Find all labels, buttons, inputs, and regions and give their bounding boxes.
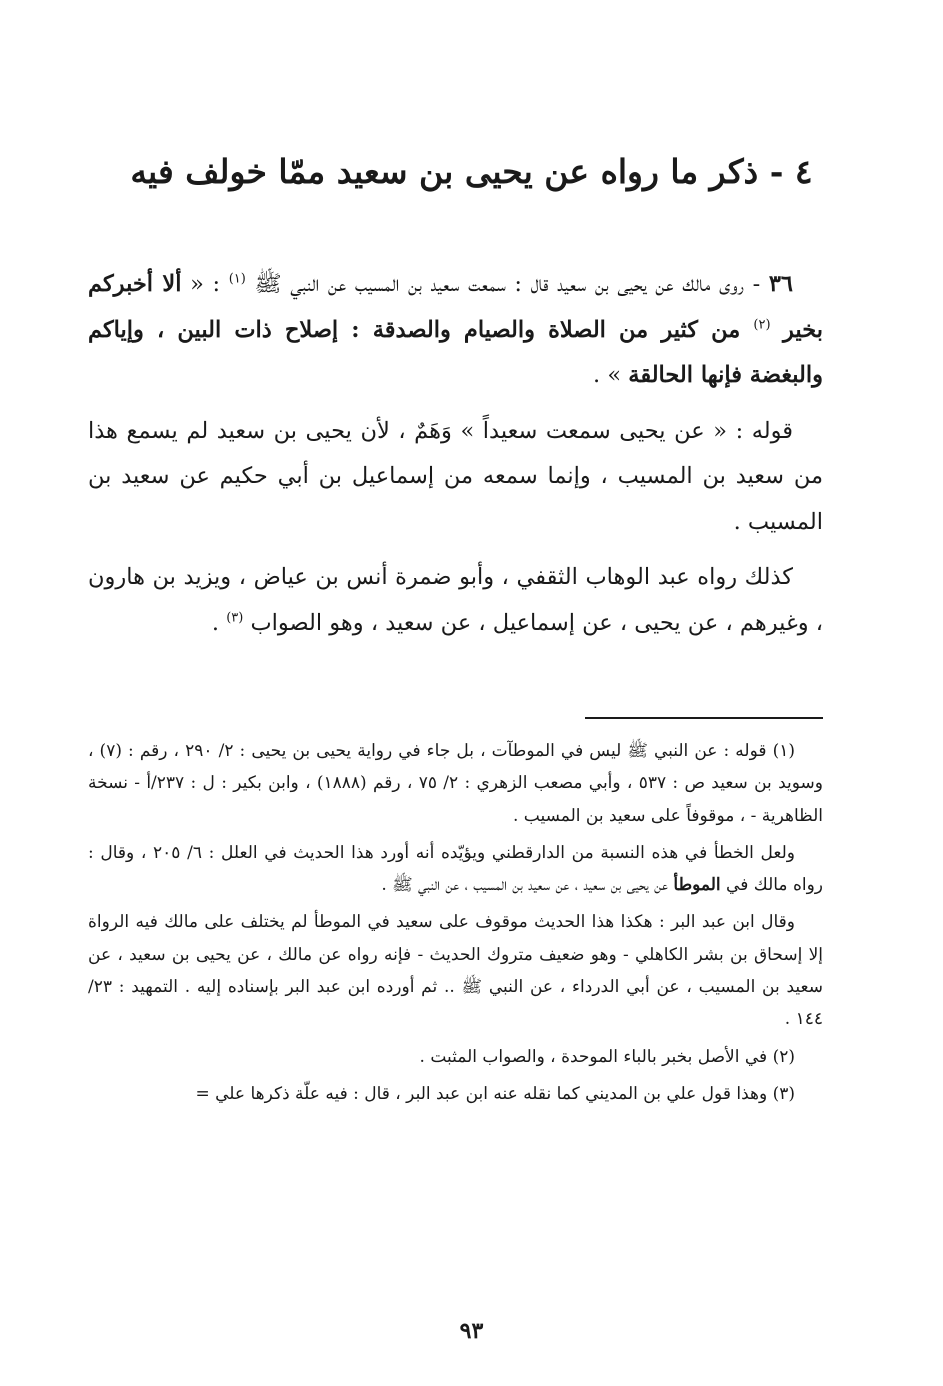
footnote-text: عن يحيى بن سعيد ، عن سعيد بن المسيب ، عن النبي ﷺ . <box>381 875 674 896</box>
page-number: ٩٣ <box>459 1318 484 1344</box>
hadith-number: ٣٦ <box>768 271 793 297</box>
quote-close: » . <box>593 362 629 388</box>
footnote-3: (٣) وهذا قول علي بن المديني كما نقله عنه ابن عبد البر ، قال : فيه علّة ذكرها علي = <box>195 1083 795 1104</box>
commentary-paragraph-1: قوله : « عن يحيى سمعت سعيداً » وَهَمٌ ، لأن يحيى بن سعيد لم يسمع هذا من سعيد بن المسيب ، وإنما سمعه من إسماعيل بن أبي حكيم عن سعيد بن المسيب . <box>88 417 823 535</box>
quote-open: : « <box>181 271 229 297</box>
footnote-1: (١) قوله : عن النبي ﷺ ليس في الموطآت ، بل جاء في رواية يحيى بن يحيى : ٢/ ٢٩٠ ، رقم : (٧) ، وسويد بن سعيد ص : ٥٣٧ ، وأبي مصعب الزهري : ٢/ ٧٥ ، رقم (١٨٨٨) ، وابن بكير : ل : ٢٣٧/أ - نسخة الظاهرية - ، موقوفاً على سعيد بن المسيب . <box>88 741 823 826</box>
hadith-text-start: ألا أخبركم بخير <box>88 271 823 343</box>
hadith-paragraph <box>88 262 823 399</box>
commentary-text: كذلك رواه عبد الوهاب الثقفي ، وأبو ضمرة أنس بن عياض ، ويزيد بن هارون ، وغيرهم ، عن يحيى ، عن إسماعيل ، عن سعيد ، وهو الصواب <box>88 564 823 636</box>
footnote-ref-3[interactable]: (٣) <box>226 610 244 625</box>
footnotes <box>88 735 823 1115</box>
commentary-paragraph-2 <box>88 555 823 646</box>
book-name-muwatta: الموطأ <box>673 875 721 896</box>
footnote-ref-2[interactable]: (٢) <box>753 317 771 332</box>
main-text <box>88 262 823 656</box>
footnote-divider <box>585 717 823 719</box>
footnote-1-continuation-a <box>88 837 823 902</box>
chapter-title: ٤ - ذكر ما رواه عن يحيى بن سعيد ممّا خولف فيه <box>130 152 813 191</box>
footnote-1-continuation-b: وقال ابن عبد البر : هكذا هذا الحديث موقوف على سعيد في الموطأ لم يختلف على مالك فيه الرواة إلا إسحاق بن بشر الكاهلي - وهو ضعيف متروك الحديث - فإنه رواه عن مالك ، عن يحيى بن سعيد ، عن سعيد بن المسيب ، عن أبي الدرداء ، عن النبي ﷺ .. ثم أورده ابن عبد البر بإسناده إليه . التمهيد : ٢٣/ ١٤٤ . <box>88 912 823 1030</box>
hadith-text-rest: من كثير من الصلاة والصيام والصدقة : إصلاح ذات البين ، وإياكم والبغضة فإنها الحالقة <box>88 316 823 388</box>
hadith-isnad: - روى مالك عن يحيى بن سعيد قال : سمعت سعيد بن المسيب عن النبي ﷺ <box>245 271 769 297</box>
footnote-ref-1[interactable]: (١) <box>228 271 246 287</box>
footnote-text: ولعل الخطأ في هذه النسبة من الدارقطني ويؤيّده أنه أورد هذا الحديث في العلل : ٦/ ٢٠٥ ، وقال : رواه مالك في <box>88 842 823 896</box>
footnote-2: (٢) في الأصل بخبر بالباء الموحدة ، والصواب المثبت . <box>419 1046 795 1067</box>
commentary-end: . <box>211 609 227 636</box>
